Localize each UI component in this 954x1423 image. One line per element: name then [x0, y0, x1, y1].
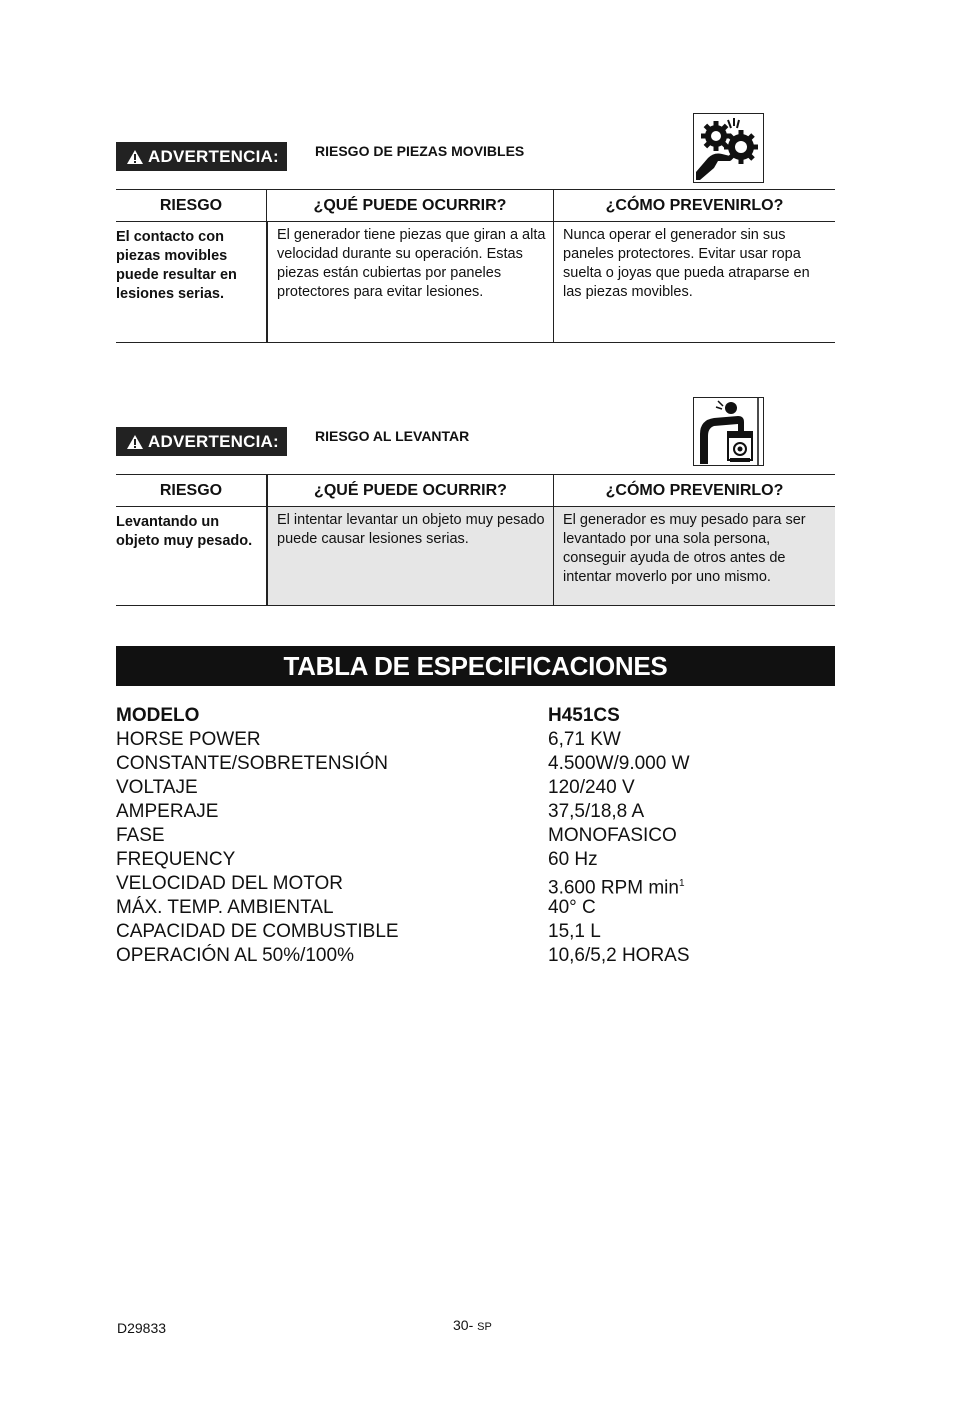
what-can-happen-cell: El intentar levantar un objeto muy pesado puede causar lesiones serias. [266, 507, 553, 605]
spec-label: VELOCIDAD DEL MOTOR [116, 873, 343, 894]
hazard-title: RIESGO DE PIEZAS MOVIBLES [315, 143, 525, 159]
spec-row [116, 752, 835, 776]
spec-label: FASE [116, 825, 165, 846]
header-riesgo: RIESGO [159, 196, 223, 214]
spec-row [116, 800, 835, 824]
risk-table-row [116, 507, 835, 606]
spec-value: 40° C [548, 897, 596, 918]
spec-value: MONOFASICO [548, 825, 677, 846]
spec-label: VOLTAJE [116, 777, 198, 798]
warning-triangle-icon [126, 434, 144, 450]
spec-label: FREQUENCY [116, 849, 236, 870]
how-to-prevent-cell: Nunca operar el generador sin sus paneles protectores. Evitar usar ropa suelta o joyas que pueda atraparse en las piezas movibles. [553, 222, 835, 342]
spec-label: HORSE POWER [116, 729, 261, 750]
spec-label: OPERACIÓN AL 50%/100% [116, 945, 354, 966]
spec-list [116, 704, 835, 968]
spec-value: 10,6/5,2 HORAS [548, 945, 690, 966]
spec-row [116, 944, 835, 968]
spec-value: 6,71 KW [548, 729, 621, 750]
spec-value: 120/240 V [548, 777, 635, 798]
spec-label: CONSTANTE/SOBRETENSIÓN [116, 753, 389, 774]
risk-table-lifting [116, 474, 835, 606]
spec-row [116, 920, 835, 944]
spec-label: MODELO [116, 705, 200, 726]
spec-row [116, 824, 835, 848]
spec-table-title: TABLA DE ESPECIFICACIONES [116, 646, 835, 686]
header-como-prevenirlo: ¿CÓMO PREVENIRLO? [553, 475, 835, 506]
spec-value: 60 Hz [548, 849, 598, 870]
warning-badge-label: ADVERTENCIA: [148, 431, 279, 451]
header-que-puede-ocurrir: ¿QUÉ PUEDE OCURRIR? [266, 190, 553, 221]
risk-table-header [116, 474, 835, 507]
warning-badge-label: ADVERTENCIA: [148, 146, 279, 166]
spec-row [116, 896, 835, 920]
spec-label: MÁX. TEMP. AMBIENTAL [116, 897, 334, 918]
header-riesgo: RIESGO [159, 481, 223, 499]
spec-value: 15,1 L [548, 921, 601, 942]
spec-value [548, 872, 685, 899]
risk-table-header [116, 189, 835, 222]
header-que-puede-ocurrir: ¿QUÉ PUEDE OCURRIR? [266, 475, 553, 506]
warning-triangle-icon [126, 149, 144, 165]
page-number-suffix: SP [477, 1321, 492, 1333]
spec-label: AMPERAJE [116, 801, 219, 822]
spec-row [116, 848, 835, 872]
document-number: D29833 [117, 1320, 167, 1336]
spec-row [116, 776, 835, 800]
risk-table-row [116, 222, 835, 343]
risk-cell: Levantando un objeto muy pesado. [116, 514, 253, 549]
risk-cell: El contacto con piezas movibles puede resultar en lesiones serias. [116, 229, 237, 302]
spec-row [116, 872, 835, 899]
risk-table-moving-parts [116, 189, 835, 343]
moving-parts-gears-icon [693, 113, 764, 183]
page-number-value: 30- [453, 1317, 474, 1333]
spec-label: CAPACIDAD DE COMBUSTIBLE [116, 921, 399, 942]
how-to-prevent-cell: El generador es muy pesado para ser levantado por una sola persona, conseguir ayuda de otros antes de intentar moverlo por uno mismo. [553, 507, 835, 605]
spec-value-text: 3.600 RPM min [548, 877, 679, 899]
page-number [453, 1317, 492, 1333]
what-can-happen-cell: El generador tiene piezas que giran a alta velocidad durante su operación. Estas piezas están cubiertas por paneles protectores para evitar lesiones. [266, 222, 553, 342]
spec-row [116, 728, 835, 752]
hazard-title: RIESGO AL LEVANTAR [315, 428, 470, 444]
spec-value: 37,5/18,8 A [548, 801, 645, 822]
heavy-lifting-icon [693, 397, 764, 466]
spec-row [116, 704, 835, 728]
header-como-prevenirlo: ¿CÓMO PREVENIRLO? [553, 190, 835, 221]
spec-value: H451CS [548, 705, 620, 726]
warning-badge [116, 142, 287, 171]
spec-value-superscript: 1 [678, 878, 685, 889]
spec-value: 4.500W/9.000 W [548, 753, 690, 774]
warning-badge [116, 427, 287, 456]
